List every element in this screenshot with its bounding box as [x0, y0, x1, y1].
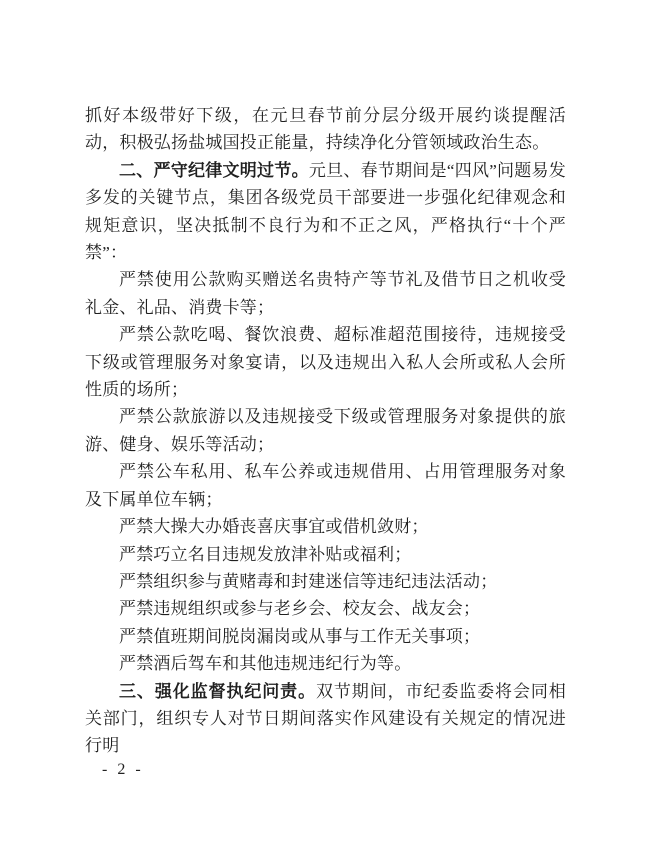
prohibition-item: [85, 595, 566, 622]
prohibition-item: [85, 266, 566, 321]
paragraph-text: 双节期间，市纪委监委将会同相关部门，组织专人对节日期间落实作风建设有关规定的情况进行明: [85, 681, 566, 756]
prohibition-item: [85, 513, 566, 540]
prohibition-item: [85, 568, 566, 595]
paragraph-text: 元旦、春节期间是“四风”问题易发多发的关键节点，集团各级党员干部要进一步强化纪律观念和规矩意识，坚决抵制不良行为和不正之风，严格执行“十个严禁”：: [85, 160, 566, 263]
prohibition-item: [85, 541, 566, 568]
section-heading-paragraph: [85, 678, 566, 760]
prohibition-item: [85, 623, 566, 650]
section-heading-paragraph: [85, 157, 566, 267]
paragraph-text: 严禁大操大办婚丧喜庆事宜或借机敛财；: [119, 517, 429, 537]
paragraph-text: 抓好本级带好下级，在元旦春节前分层分级开展约谈提醒活动，积极弘扬盐城国投正能量，持续净化分管领域政治生态。: [85, 106, 566, 153]
paragraph-text: 严禁巧立名目违规发放津补贴或福利；: [119, 544, 412, 564]
document-body: [85, 102, 566, 760]
prohibition-item: [85, 458, 566, 513]
paragraph-continuation: [85, 102, 566, 157]
section-heading: 三、强化监督执纪问责。: [119, 681, 316, 701]
section-heading: 二、严守纪律文明过节。: [119, 160, 309, 180]
paragraph-text: 严禁使用公款购买赠送名贵特产等节礼及借节日之机收受礼金、礼品、消费卡等；: [85, 270, 566, 317]
prohibition-item: [85, 403, 566, 458]
paragraph-text: 严禁公款吃喝、餐饮浪费、超标准超范围接待，违规接受下级或管理服务对象宴请，以及违规出入私人会所或私人会所性质的场所；: [85, 325, 566, 400]
paragraph-text: 严禁酒后驾车和其他违规违纪行为等。: [119, 654, 412, 674]
paragraph-text: 严禁公款旅游以及违规接受下级或管理服务对象提供的旅游、健身、娱乐等活动；: [85, 407, 566, 454]
prohibition-item: [85, 650, 566, 677]
paragraph-text: 严禁违规组织或参与老乡会、校友会、战友会；: [119, 599, 481, 619]
paragraph-text: 严禁公车私用、私车公养或违规借用、占用管理服务对象及下属单位车辆；: [85, 462, 566, 509]
page-number: - 2 -: [102, 761, 144, 778]
paragraph-text: 严禁值班期间脱岗漏岗或从事与工作无关事项；: [119, 626, 481, 646]
paragraph-text: 严禁组织参与黄赌毒和封建迷信等违纪违法活动；: [119, 571, 498, 591]
prohibition-item: [85, 321, 566, 403]
